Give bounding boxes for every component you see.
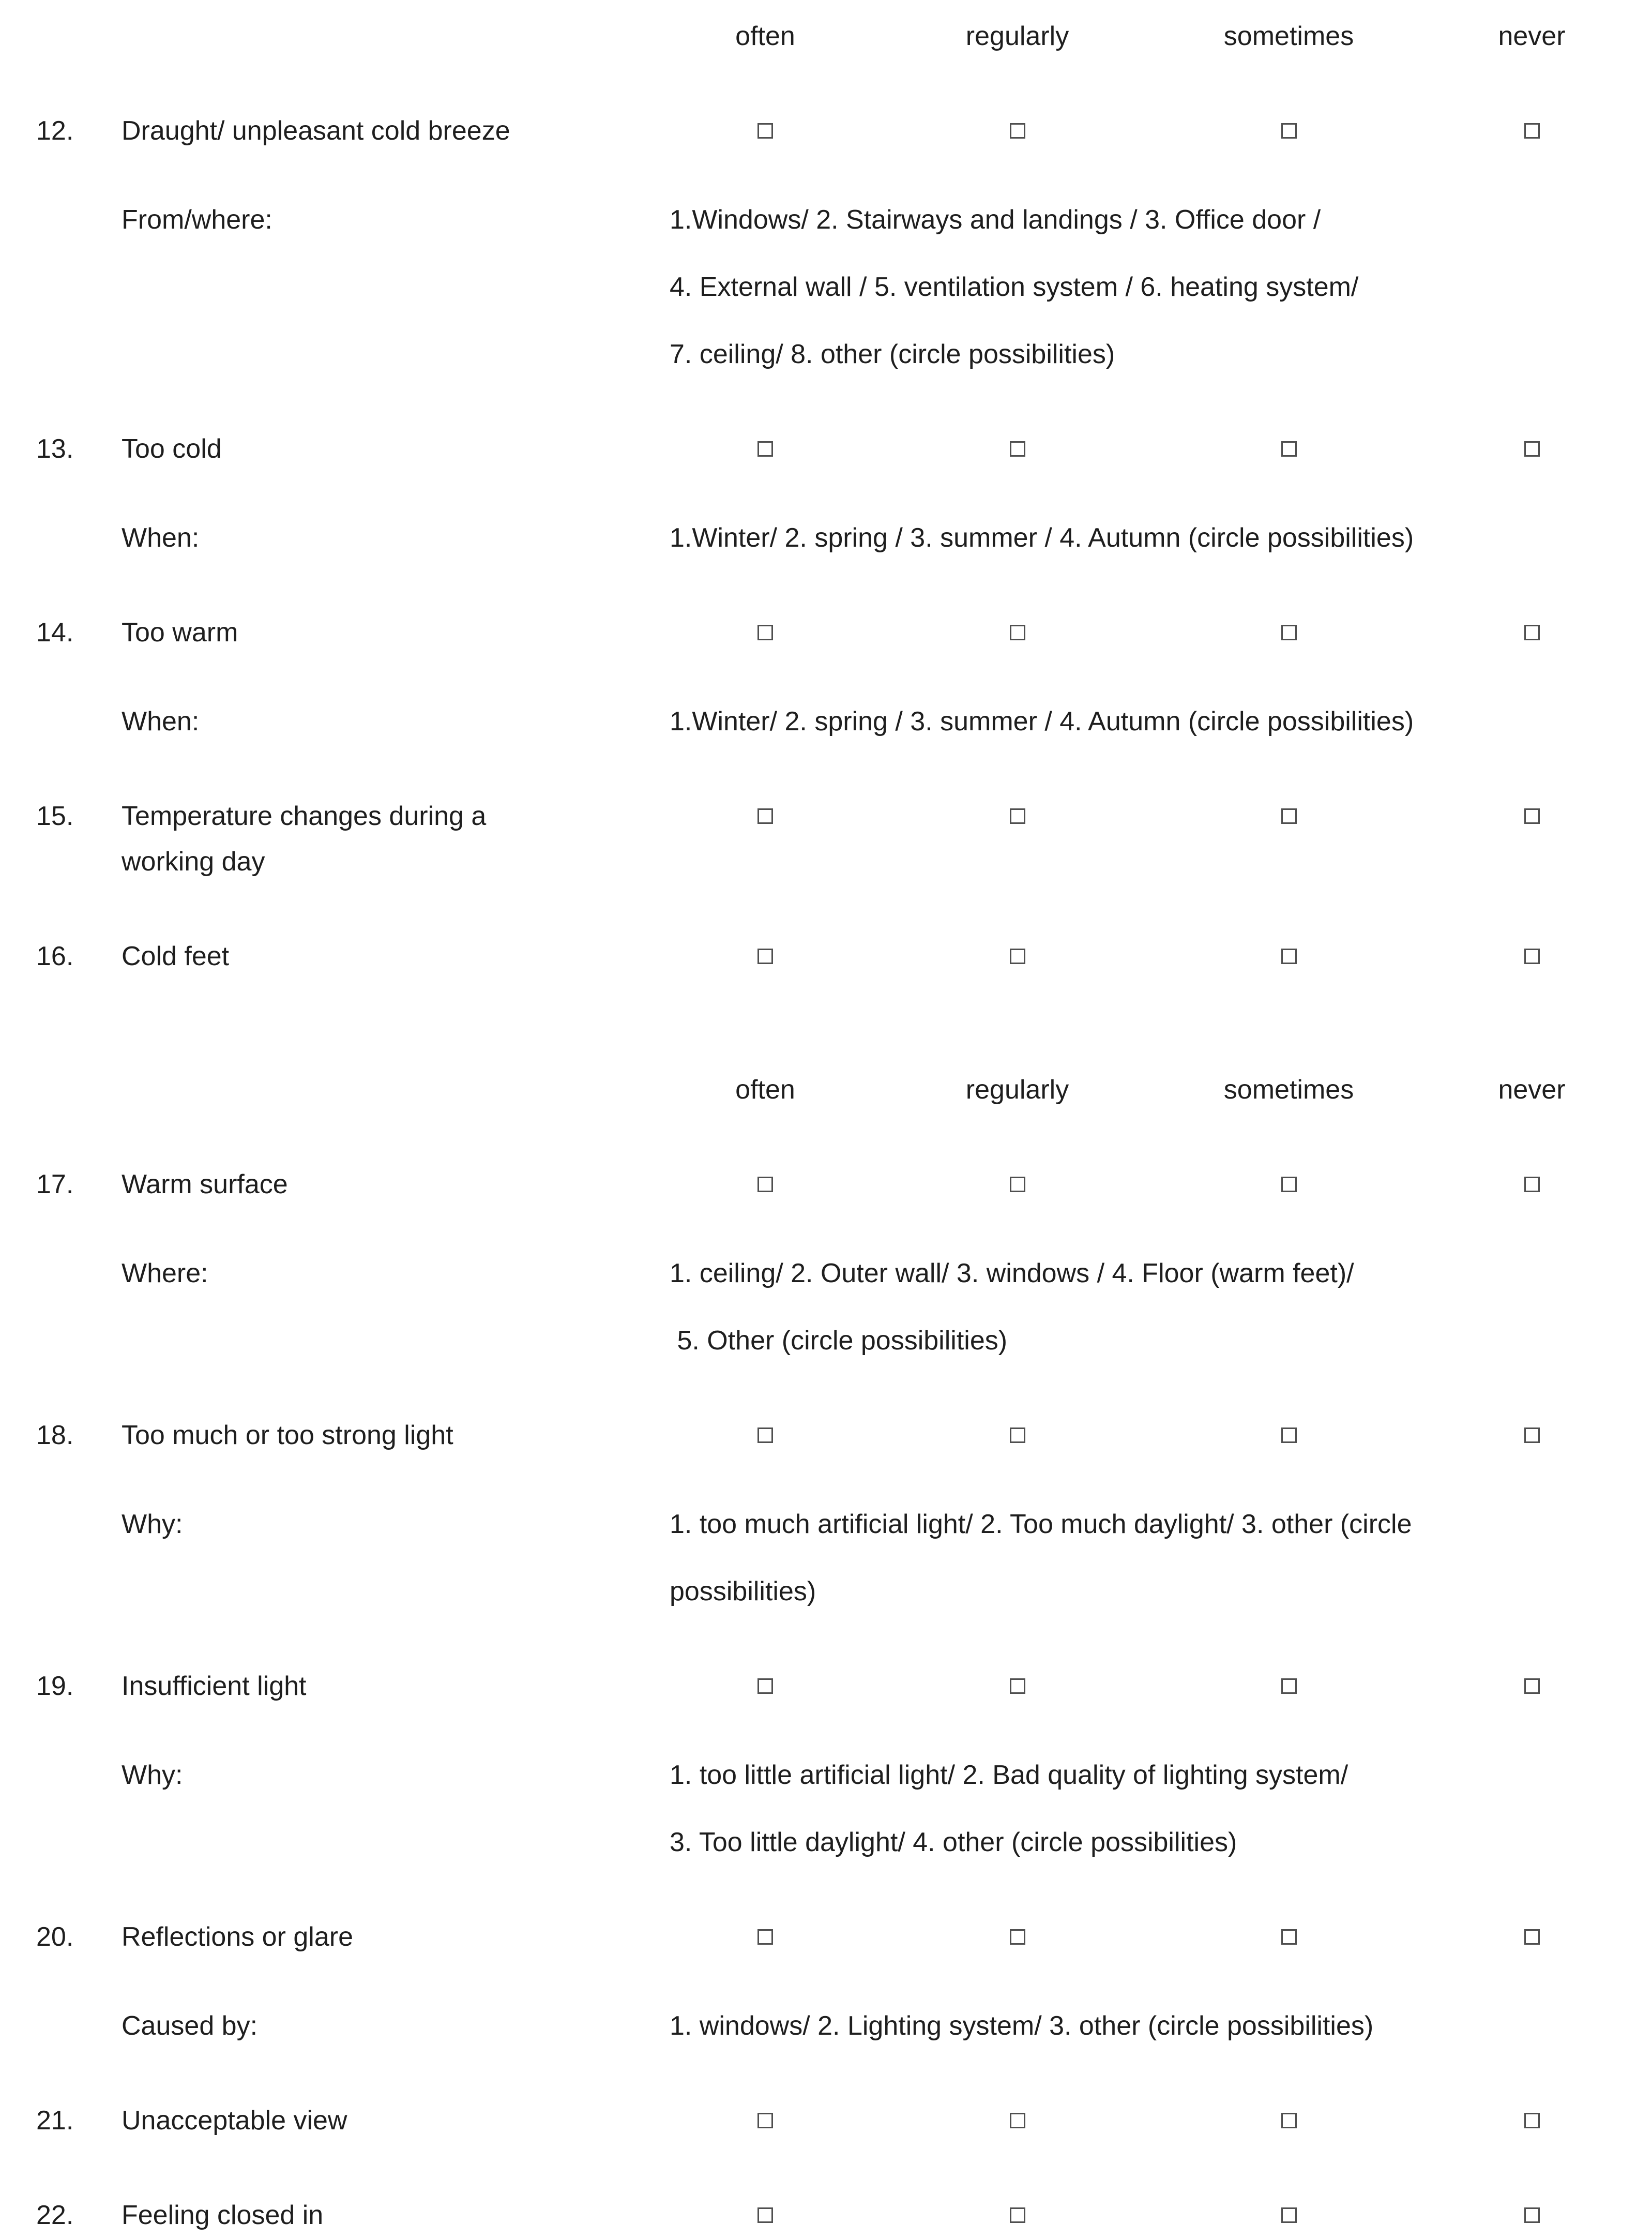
checkbox-cell-regularly xyxy=(889,934,1145,979)
question-row xyxy=(36,1162,1631,1207)
checkbox-cell-sometimes xyxy=(1145,2098,1432,2143)
question-text xyxy=(122,1162,641,1207)
question-row xyxy=(36,108,1631,154)
checkbox-regularly[interactable] xyxy=(1010,1929,1025,1945)
checkbox-often[interactable] xyxy=(757,1929,773,1945)
followup-options xyxy=(670,197,1631,377)
question-number: 15. xyxy=(36,801,74,831)
question-line: Warm surface xyxy=(122,1169,288,1199)
question-row xyxy=(36,2098,1631,2143)
checkbox-regularly[interactable] xyxy=(1010,808,1025,824)
question-number: 20. xyxy=(36,1922,74,1952)
checkbox-regularly[interactable] xyxy=(1010,123,1025,139)
checkbox-cell-never xyxy=(1432,1162,1631,1207)
question-line: Feeling closed in xyxy=(122,2200,324,2230)
checkbox-cell-regularly xyxy=(889,2098,1145,2143)
question-line: Draught/ unpleasant cold breeze xyxy=(122,116,510,146)
checkbox-never[interactable] xyxy=(1524,123,1540,139)
checkbox-never[interactable] xyxy=(1524,808,1540,824)
question-text xyxy=(122,426,641,472)
question-line: Insufficient light xyxy=(122,1671,307,1701)
checkbox-cell-sometimes xyxy=(1145,426,1432,472)
question-text xyxy=(122,108,641,154)
checkbox-often[interactable] xyxy=(757,441,773,457)
followup-options xyxy=(670,1251,1631,1363)
followup-row xyxy=(36,1501,1631,1614)
question-row xyxy=(36,1412,1631,1458)
question-line: working day xyxy=(122,847,265,877)
followup-label: Why: xyxy=(122,1509,183,1539)
followup-row xyxy=(36,1752,1631,1865)
question-line: Too warm xyxy=(122,618,238,648)
checkbox-cell-regularly xyxy=(889,2192,1145,2238)
checkbox-never[interactable] xyxy=(1524,2113,1540,2128)
followup-options-line: 1. too little artificial light/ 2. Bad quality of lighting system/ xyxy=(670,1760,1348,1790)
checkbox-cell-regularly xyxy=(889,108,1145,154)
question-number: 19. xyxy=(36,1671,74,1701)
checkbox-cell-sometimes xyxy=(1145,610,1432,655)
checkbox-cell-often xyxy=(641,426,889,472)
checkbox-cell-never xyxy=(1432,426,1631,472)
checkbox-cell-never xyxy=(1432,793,1631,839)
followup-row xyxy=(36,2003,1631,2049)
question-text xyxy=(122,1412,641,1458)
followup-options xyxy=(670,2003,1631,2049)
checkbox-sometimes[interactable] xyxy=(1281,1177,1297,1192)
followup-options-line: 1. windows/ 2. Lighting system/ 3. other (circle possibilities) xyxy=(670,2011,1374,2041)
checkbox-never[interactable] xyxy=(1524,625,1540,640)
followup-label: Where: xyxy=(122,1258,208,1288)
checkbox-cell-sometimes xyxy=(1145,1914,1432,1960)
question-text xyxy=(122,2098,641,2143)
checkbox-cell-often xyxy=(641,1162,889,1207)
checkbox-never[interactable] xyxy=(1524,1177,1540,1192)
question-number: 21. xyxy=(36,2106,74,2136)
checkbox-cell-often xyxy=(641,793,889,839)
question-line: Temperature changes during a xyxy=(122,801,487,831)
checkbox-cell-never xyxy=(1432,1914,1631,1960)
followup-label: When: xyxy=(122,707,200,737)
checkbox-cell-often xyxy=(641,108,889,154)
checkbox-cell-never xyxy=(1432,108,1631,154)
followup-label: From/where: xyxy=(122,205,272,235)
frequency-header-row xyxy=(36,1067,1631,1113)
checkbox-sometimes[interactable] xyxy=(1281,441,1297,457)
checkbox-cell-regularly xyxy=(889,1914,1145,1960)
checkbox-cell-often xyxy=(641,1914,889,1960)
question-number: 16. xyxy=(36,941,74,971)
followup-options-line: 4. External wall / 5. ventilation system / 6. heating system/ xyxy=(670,272,1359,302)
checkbox-cell-often xyxy=(641,610,889,655)
followup-label: Caused by: xyxy=(122,2011,258,2041)
question-line: Too much or too strong light xyxy=(122,1420,453,1450)
followup-options-line: 1.Windows/ 2. Stairways and landings / 3. Office door / xyxy=(670,205,1321,235)
checkbox-cell-sometimes xyxy=(1145,1162,1432,1207)
question-line: Unacceptable view xyxy=(122,2106,347,2136)
checkbox-never[interactable] xyxy=(1524,441,1540,457)
checkbox-regularly[interactable] xyxy=(1010,1678,1025,1694)
checkbox-sometimes[interactable] xyxy=(1281,2113,1297,2128)
checkbox-never[interactable] xyxy=(1524,949,1540,964)
followup-options-line: 5. Other (circle possibilities) xyxy=(670,1326,1008,1356)
checkbox-cell-sometimes xyxy=(1145,1663,1432,1709)
column-header-sometimes: sometimes xyxy=(1223,1075,1354,1105)
checkbox-never[interactable] xyxy=(1524,1678,1540,1694)
checkbox-cell-never xyxy=(1432,1412,1631,1458)
question-row xyxy=(36,934,1631,979)
checkbox-often[interactable] xyxy=(757,2207,773,2223)
checkbox-often[interactable] xyxy=(757,123,773,139)
question-number: 13. xyxy=(36,434,74,464)
checkbox-cell-often xyxy=(641,1412,889,1458)
question-row xyxy=(36,2192,1631,2238)
checkbox-often[interactable] xyxy=(757,1427,773,1443)
column-header-never: never xyxy=(1498,21,1566,51)
column-header-sometimes: sometimes xyxy=(1223,21,1354,51)
followup-options xyxy=(670,1501,1631,1614)
question-row xyxy=(36,426,1631,472)
checkbox-cell-never xyxy=(1432,1663,1631,1709)
checkbox-sometimes[interactable] xyxy=(1281,949,1297,964)
followup-options-line: 1.Winter/ 2. spring / 3. summer / 4. Autumn (circle possibilities) xyxy=(670,523,1414,553)
column-header-regularly: regularly xyxy=(965,1075,1069,1105)
followup-row xyxy=(36,515,1631,561)
checkbox-regularly[interactable] xyxy=(1010,2207,1025,2223)
followup-options-line: 7. ceiling/ 8. other (circle possibilities) xyxy=(670,339,1115,369)
checkbox-cell-regularly xyxy=(889,426,1145,472)
followup-options-line: possibilities) xyxy=(670,1576,816,1606)
checkbox-regularly[interactable] xyxy=(1010,1177,1025,1192)
question-text xyxy=(122,934,641,979)
question-row xyxy=(36,1663,1631,1709)
followup-row xyxy=(36,1251,1631,1363)
followup-row xyxy=(36,197,1631,377)
checkbox-cell-sometimes xyxy=(1145,2192,1432,2238)
checkbox-cell-often xyxy=(641,2098,889,2143)
followup-options-line: 1.Winter/ 2. spring / 3. summer / 4. Autumn (circle possibilities) xyxy=(670,707,1414,737)
checkbox-often[interactable] xyxy=(757,625,773,640)
question-line: Cold feet xyxy=(122,941,230,971)
checkbox-regularly[interactable] xyxy=(1010,441,1025,457)
column-header-often: often xyxy=(735,21,795,51)
question-number: 17. xyxy=(36,1169,74,1199)
column-header-regularly: regularly xyxy=(965,21,1069,51)
question-number: 18. xyxy=(36,1420,74,1450)
followup-options-line: 3. Too little daylight/ 4. other (circle possibilities) xyxy=(670,1827,1237,1857)
frequency-header-row xyxy=(36,13,1631,59)
question-text xyxy=(122,610,641,655)
followup-label: Why: xyxy=(122,1760,183,1790)
checkbox-sometimes[interactable] xyxy=(1281,625,1297,640)
checkbox-cell-regularly xyxy=(889,610,1145,655)
checkbox-never[interactable] xyxy=(1524,1427,1540,1443)
question-text xyxy=(122,2192,641,2238)
question-number: 14. xyxy=(36,618,74,648)
checkbox-often[interactable] xyxy=(757,949,773,964)
checkbox-often[interactable] xyxy=(757,1177,773,1192)
checkbox-cell-sometimes xyxy=(1145,1412,1432,1458)
question-number: 12. xyxy=(36,116,74,146)
question-number: 22. xyxy=(36,2200,74,2230)
question-line: Too cold xyxy=(122,434,222,464)
checkbox-regularly[interactable] xyxy=(1010,949,1025,964)
checkbox-cell-regularly xyxy=(889,1663,1145,1709)
column-header-never: never xyxy=(1498,1075,1566,1105)
checkbox-cell-never xyxy=(1432,2192,1631,2238)
checkbox-never[interactable] xyxy=(1524,2207,1540,2223)
followup-label: When: xyxy=(122,523,200,553)
question-text xyxy=(122,793,641,884)
checkbox-cell-regularly xyxy=(889,1162,1145,1207)
checkbox-cell-sometimes xyxy=(1145,934,1432,979)
checkbox-often[interactable] xyxy=(757,808,773,824)
checkbox-sometimes[interactable] xyxy=(1281,1678,1297,1694)
question-row xyxy=(36,793,1631,884)
followup-options xyxy=(670,515,1631,561)
checkbox-regularly[interactable] xyxy=(1010,625,1025,640)
checkbox-often[interactable] xyxy=(757,1678,773,1694)
followup-options-line: 1. too much artificial light/ 2. Too much daylight/ 3. other (circle xyxy=(670,1509,1412,1539)
followup-options-line: 1. ceiling/ 2. Outer wall/ 3. windows / 4. Floor (warm feet)/ xyxy=(670,1258,1354,1288)
question-row xyxy=(36,1914,1631,1960)
checkbox-cell-sometimes xyxy=(1145,108,1432,154)
checkbox-cell-never xyxy=(1432,610,1631,655)
checkbox-sometimes[interactable] xyxy=(1281,2207,1297,2223)
column-header-often: often xyxy=(735,1075,795,1105)
checkbox-cell-regularly xyxy=(889,1412,1145,1458)
checkbox-regularly[interactable] xyxy=(1010,2113,1025,2128)
checkbox-never[interactable] xyxy=(1524,1929,1540,1945)
question-row xyxy=(36,610,1631,655)
checkbox-often[interactable] xyxy=(757,2113,773,2128)
checkbox-cell-often xyxy=(641,2192,889,2238)
checkbox-cell-never xyxy=(1432,2098,1631,2143)
question-line: Reflections or glare xyxy=(122,1922,353,1952)
followup-row xyxy=(36,699,1631,744)
question-text xyxy=(122,1663,641,1709)
checkbox-cell-never xyxy=(1432,934,1631,979)
checkbox-sometimes[interactable] xyxy=(1281,1929,1297,1945)
checkbox-cell-sometimes xyxy=(1145,793,1432,839)
checkbox-cell-regularly xyxy=(889,793,1145,839)
checkbox-cell-often xyxy=(641,934,889,979)
checkbox-cell-often xyxy=(641,1663,889,1709)
checkbox-sometimes[interactable] xyxy=(1281,123,1297,139)
followup-options xyxy=(670,699,1631,744)
followup-options xyxy=(670,1752,1631,1865)
checkbox-sometimes[interactable] xyxy=(1281,1427,1297,1443)
question-text xyxy=(122,1914,641,1960)
checkbox-sometimes[interactable] xyxy=(1281,808,1297,824)
checkbox-regularly[interactable] xyxy=(1010,1427,1025,1443)
